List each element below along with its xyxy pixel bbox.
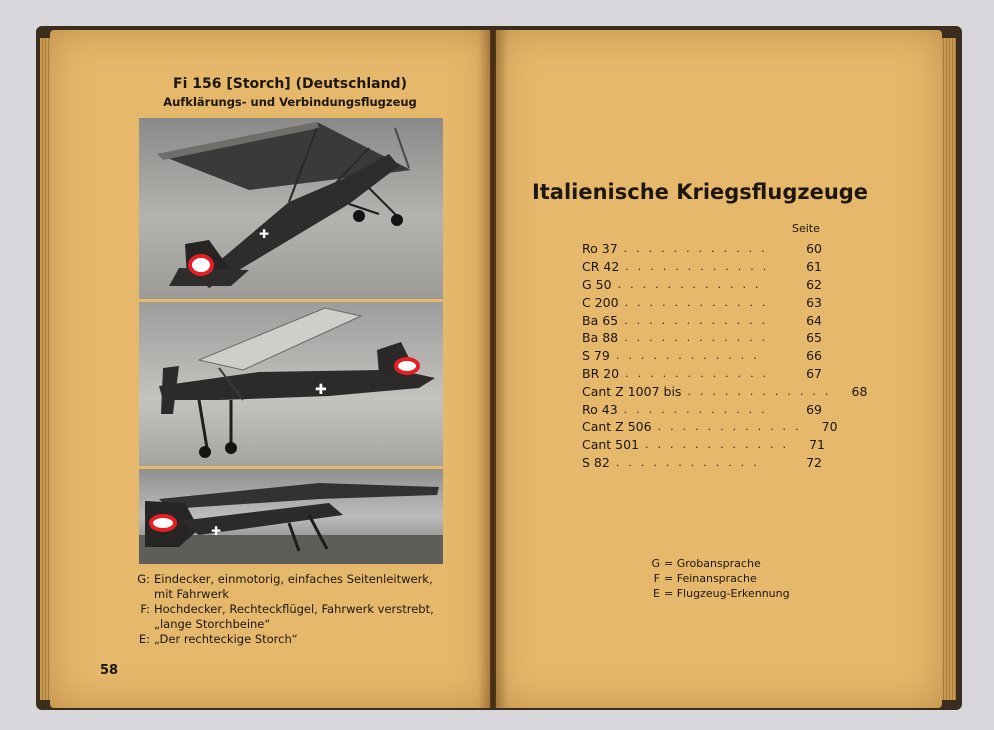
leader-dots: ............ bbox=[625, 366, 776, 380]
description-key: F: bbox=[140, 602, 150, 616]
legend-text: = Feinansprache bbox=[664, 572, 757, 585]
toc-page: 65 bbox=[806, 330, 822, 346]
toc-name: Ro 43 bbox=[582, 401, 618, 417]
toc-name: Ba 65 bbox=[582, 312, 619, 328]
description-row-f bbox=[128, 602, 458, 617]
toc-page: 71 bbox=[809, 437, 826, 453]
aircraft-subtitle: Aufklärungs- und Verbindungsflugzeug bbox=[163, 95, 417, 109]
toc-name: Cant Z 506 bbox=[582, 419, 652, 435]
leader-dots: ............ bbox=[624, 295, 775, 309]
leader-dots: ............ bbox=[615, 349, 766, 363]
table-of-contents bbox=[582, 240, 868, 471]
description-key: G: bbox=[137, 572, 150, 586]
svg-text:✚: ✚ bbox=[211, 524, 222, 538]
toc-entry bbox=[582, 365, 822, 383]
toc-page: 69 bbox=[806, 401, 822, 417]
description-text: mit Fahrwerk bbox=[154, 587, 230, 601]
toc-entry bbox=[582, 347, 822, 365]
toc-entry bbox=[582, 418, 838, 436]
aircraft-photo-middle bbox=[139, 302, 443, 466]
toc-entry bbox=[582, 382, 868, 400]
description-text: Eindecker, einmotorig, einfaches Seitenleitwerk, bbox=[154, 572, 433, 586]
toc-entry bbox=[582, 311, 822, 329]
legend-row bbox=[640, 571, 790, 586]
leader-dots: ............ bbox=[617, 277, 768, 291]
legend-text: = Grobansprache bbox=[664, 557, 761, 570]
toc-entry bbox=[582, 240, 822, 258]
leader-dots: ............ bbox=[687, 384, 838, 398]
toc-page: 64 bbox=[806, 312, 822, 328]
description-text: „Der rechteckige Storch“ bbox=[154, 632, 298, 646]
seite-label: Seite bbox=[792, 222, 820, 235]
toc-page: 66 bbox=[806, 348, 822, 364]
toc-page: 61 bbox=[806, 259, 822, 275]
svg-text:✚: ✚ bbox=[259, 227, 270, 241]
toc-name: Ba 88 bbox=[582, 330, 619, 346]
leader-dots: ............ bbox=[623, 402, 774, 416]
leader-dots: ............ bbox=[625, 260, 776, 274]
legend bbox=[640, 556, 790, 601]
toc-entry bbox=[582, 400, 822, 418]
svg-text:✚: ✚ bbox=[315, 382, 327, 398]
toc-name: Cant Z 1007 bis bbox=[582, 383, 682, 399]
aircraft-photo-top bbox=[139, 118, 443, 299]
legend-key: E bbox=[653, 587, 660, 600]
aircraft-photo-bottom bbox=[139, 469, 443, 564]
toc-entry bbox=[582, 293, 822, 311]
leader-dots: ............ bbox=[657, 420, 808, 434]
leader-dots: ............ bbox=[624, 313, 775, 327]
toc-name: S 79 bbox=[582, 348, 610, 364]
toc-page: 70 bbox=[821, 419, 838, 435]
leader-dots: ............ bbox=[645, 438, 796, 452]
description-text: Hochdecker, Rechteckflügel, Fahrwerk verstrebt, bbox=[154, 602, 434, 616]
toc-name: G 50 bbox=[582, 276, 612, 292]
toc-page: 60 bbox=[806, 241, 822, 257]
toc-entry bbox=[582, 329, 822, 347]
toc-entry bbox=[582, 276, 822, 294]
legend-row bbox=[640, 586, 790, 601]
toc-name: CR 42 bbox=[582, 259, 620, 275]
page-heading: Italienische Kriegsflugzeuge bbox=[531, 180, 869, 204]
description-key: E: bbox=[138, 632, 150, 646]
book-gutter bbox=[478, 30, 508, 708]
toc-name: Ro 37 bbox=[582, 241, 618, 257]
aircraft-title: Fi 156 [Storch] (Deutschland) bbox=[173, 76, 407, 92]
toc-page: 67 bbox=[806, 365, 822, 381]
toc-name: Cant 501 bbox=[582, 437, 640, 453]
toc-page: 62 bbox=[806, 276, 822, 292]
description-text: „lange Storchbeine“ bbox=[154, 617, 271, 631]
page-number-left: 58 bbox=[100, 663, 119, 678]
leader-dots: ............ bbox=[623, 242, 774, 256]
aircraft-description bbox=[128, 572, 458, 647]
leader-dots: ............ bbox=[615, 455, 766, 469]
leader-dots: ............ bbox=[624, 331, 775, 345]
toc-page: 63 bbox=[806, 294, 822, 310]
toc-entry bbox=[582, 454, 822, 472]
toc-page: 72 bbox=[806, 454, 822, 470]
legend-text: = Flugzeug-Erkennung bbox=[664, 587, 790, 600]
toc-name: BR 20 bbox=[582, 365, 620, 381]
toc-page: 68 bbox=[851, 383, 868, 399]
toc-name: S 82 bbox=[582, 454, 610, 470]
legend-key: F bbox=[653, 572, 660, 585]
legend-key: G bbox=[651, 557, 660, 570]
toc-entry bbox=[582, 436, 826, 454]
toc-entry bbox=[582, 258, 822, 276]
toc-name: C 200 bbox=[582, 294, 619, 310]
description-row-e bbox=[128, 632, 458, 647]
legend-row bbox=[640, 556, 790, 571]
description-row-g bbox=[128, 572, 458, 587]
